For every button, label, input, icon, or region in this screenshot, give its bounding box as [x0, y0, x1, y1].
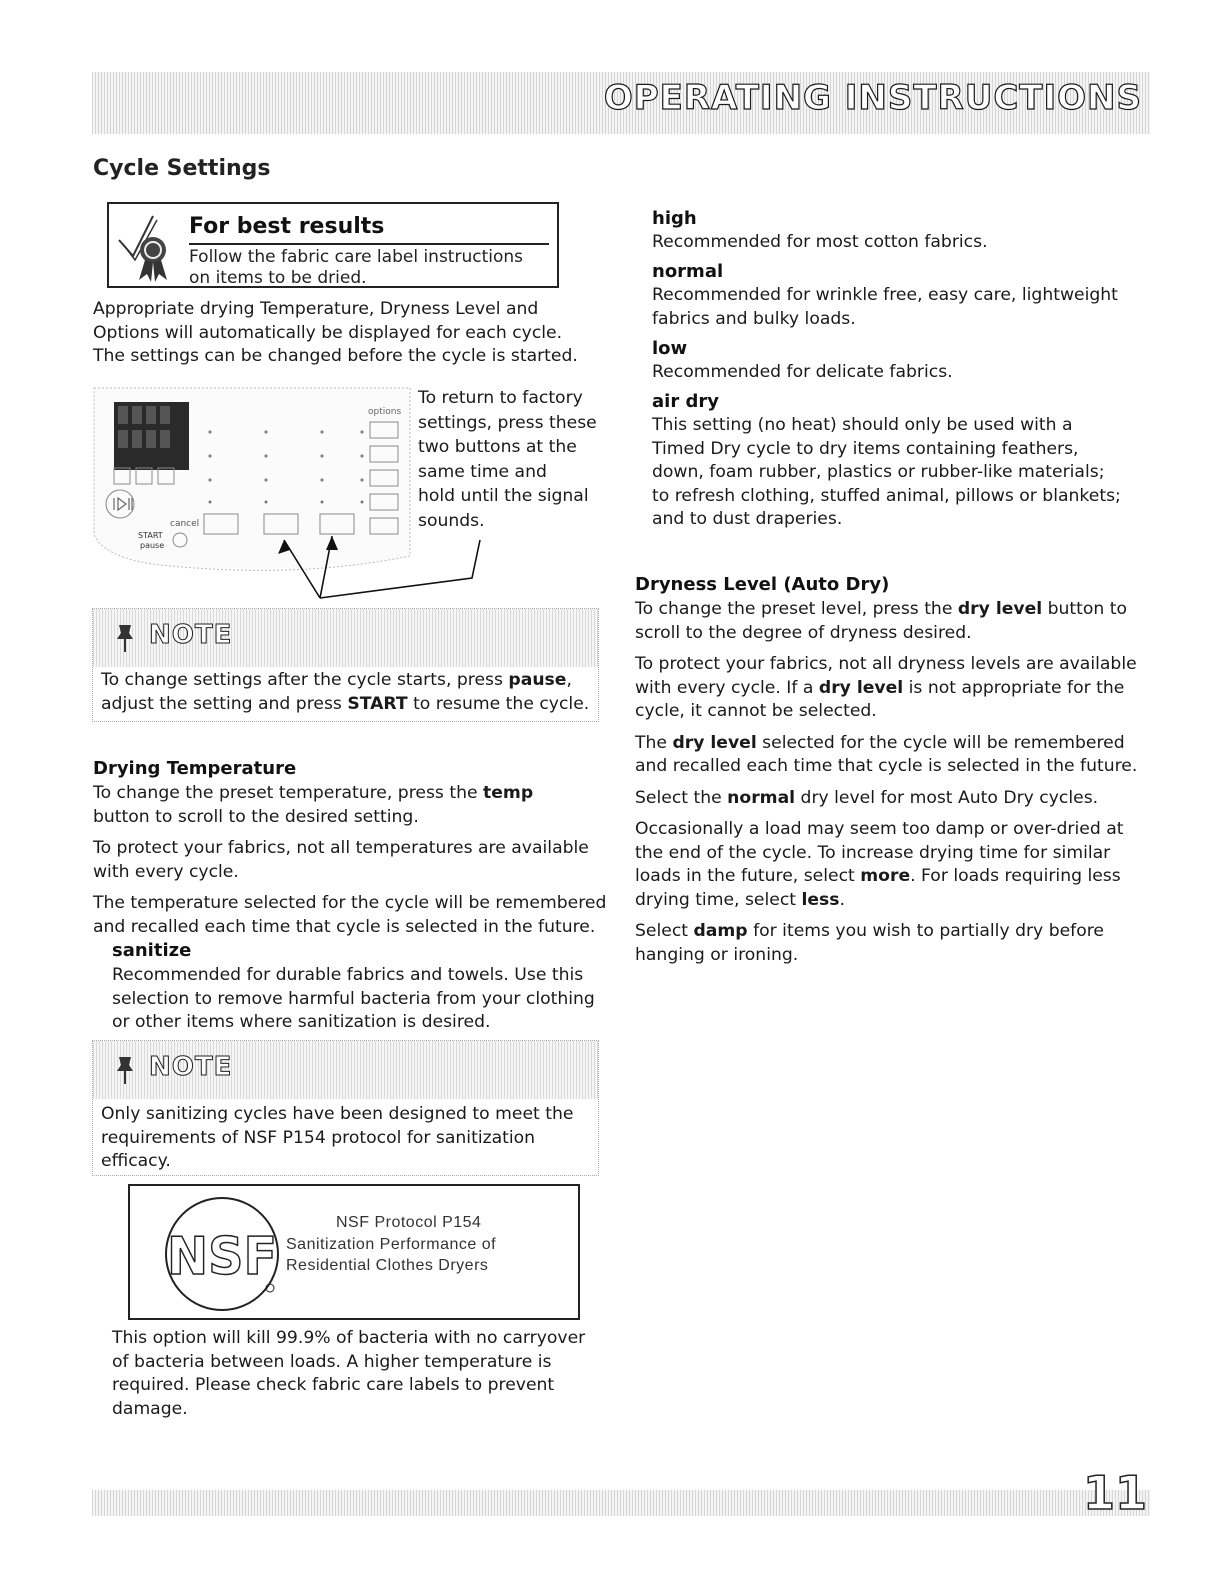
text-line: hanging or ironing.	[635, 944, 799, 965]
text-part: .	[839, 889, 845, 910]
keyword-less: less	[801, 889, 840, 910]
text-part: Select	[635, 921, 694, 941]
text-part: with every cycle. If a	[635, 677, 819, 698]
text-part: button to	[1042, 599, 1128, 619]
intro-paragraph	[93, 298, 603, 369]
award-ribbon-icon	[113, 210, 181, 284]
nsf-line: NSF Protocol P154	[336, 1214, 482, 1231]
note-label: NOTE	[149, 620, 233, 650]
text-line: the end of the cycle. To increase drying time for similar	[635, 842, 1111, 863]
text-line: Timed Dry cycle to dry items containing feathers,	[652, 438, 1079, 459]
page-header-title: OPERATING INSTRUCTIONS	[603, 78, 1142, 118]
kill-bacteria-paragraph	[112, 1327, 607, 1421]
text-part: loads in the future, select	[635, 866, 861, 886]
best-results-title: For best results	[189, 214, 385, 239]
nsf-logo-text: NSF	[167, 1227, 277, 1287]
factory-reset-caption	[418, 386, 608, 533]
note-header-band	[93, 1041, 598, 1099]
text-part: To change the preset temperature, press the	[93, 783, 484, 803]
note-label: NOTE	[149, 1052, 233, 1082]
text-line: To protect your fabrics, not all temperatures are available	[93, 838, 589, 858]
intro-line: The settings can be changed before the cycle is started.	[93, 346, 578, 366]
keyword-dry-level: dry level	[957, 599, 1043, 619]
page-number: 11	[1082, 1466, 1147, 1520]
pushpin-icon	[115, 1055, 135, 1085]
text-line: or other items where sanitization is desired.	[112, 1012, 491, 1032]
air-dry-text	[652, 414, 1152, 532]
text-part: selected for the cycle will be remembered	[756, 732, 1125, 753]
note-box-pause	[92, 608, 599, 722]
nsf-logo	[152, 1194, 292, 1314]
drying-temperature-body	[93, 782, 608, 939]
keyword-dry-level: dry level	[672, 732, 757, 753]
text-part: drying time, select	[635, 889, 802, 910]
intro-line: Appropriate drying Temperature, Dryness Level and	[93, 299, 539, 319]
high-text: Recommended for most cotton fabrics.	[652, 232, 988, 252]
best-results-divider	[189, 243, 549, 245]
text-line: fabrics and bulky loads.	[652, 308, 856, 329]
nsf-certification-box	[128, 1184, 580, 1320]
panel-label-pause: pause	[140, 541, 165, 550]
panel-label-start: START	[138, 531, 163, 540]
header-banner	[92, 72, 1150, 134]
text-line: damage.	[112, 1398, 188, 1419]
caption-line: two buttons at the	[418, 437, 577, 457]
footer-band	[92, 1490, 1150, 1516]
text-part: . For loads requiring less	[910, 866, 1121, 886]
keyword-dry-level: dry level	[818, 677, 904, 698]
text-line: of bacteria between loads. A higher temperature is	[112, 1351, 552, 1372]
text-line: The temperature selected for the cycle will be remembered	[93, 893, 607, 913]
best-results-box	[107, 202, 559, 288]
note-box-sanitize	[92, 1040, 599, 1176]
drying-temperature-heading: Drying Temperature	[93, 758, 297, 779]
panel-label-cancel: cancel	[170, 519, 200, 529]
keyword-temp: temp	[483, 783, 534, 803]
note-text-part: adjust the setting and press	[101, 693, 348, 714]
high-heading: high	[652, 208, 697, 229]
text-line: Only sanitizing cycles have been designed to meet the	[101, 1104, 574, 1124]
text-line: To protect your fabrics, not all dryness levels are available	[635, 654, 1137, 674]
keyword-more: more	[860, 866, 911, 886]
text-line: button to scroll to the desired setting.	[93, 806, 419, 827]
keyword-pause: pause	[508, 670, 567, 690]
keyword-start: START	[347, 693, 408, 714]
low-text: Recommended for delicate fabrics.	[652, 362, 953, 382]
low-heading: low	[652, 338, 688, 359]
note-text-part: ,	[566, 670, 572, 690]
text-line: required. Please check fabric care labels to prevent	[112, 1375, 555, 1395]
text-part: for items you wish to partially dry before	[747, 921, 1105, 941]
text-line: Recommended for wrinkle free, easy care, lightweight	[652, 285, 1118, 305]
keyword-normal: normal	[727, 787, 796, 808]
text-part: Select the	[635, 787, 728, 808]
text-line: This setting (no heat) should only be used with a	[652, 415, 1073, 435]
air-dry-heading: air dry	[652, 391, 719, 412]
note-header-band	[93, 609, 598, 667]
nsf-line: Residential Clothes Dryers	[286, 1257, 489, 1274]
normal-heading: normal	[652, 261, 724, 282]
text-line: efficacy.	[101, 1151, 171, 1171]
note-text	[101, 669, 590, 716]
text-part: is not appropriate for the	[903, 677, 1125, 698]
text-line: cycle, it cannot be selected.	[635, 701, 877, 721]
text-line: Occasionally a load may seem too damp or over-dried at	[635, 819, 1124, 839]
text-part: The	[635, 732, 673, 753]
best-results-line: Follow the fabric care label instructions	[189, 247, 523, 267]
sanitize-body	[112, 964, 607, 1035]
section-title: Cycle Settings	[93, 156, 271, 181]
text-line: and recalled each time that cycle is selected in the future.	[635, 756, 1138, 776]
sanitize-heading: sanitize	[112, 940, 192, 961]
normal-text	[652, 284, 1152, 331]
nsf-line: Sanitization Performance of	[286, 1236, 497, 1253]
text-line: selection to remove harmful bacteria from your clothing	[112, 988, 595, 1009]
caption-line: To return to factory	[418, 388, 583, 408]
best-results-line: on items to be dried.	[189, 268, 367, 288]
text-line: scroll to the degree of dryness desired.	[635, 622, 972, 643]
text-line: Recommended for durable fabrics and towels. Use this	[112, 965, 584, 985]
caption-line: settings, press these	[418, 412, 597, 433]
intro-line: Options will automatically be displayed for each cycle.	[93, 322, 563, 343]
dryness-level-heading: Dryness Level (Auto Dry)	[635, 574, 890, 595]
text-part: dry level for most Auto Dry cycles.	[795, 787, 1099, 808]
caption-line: sounds.	[418, 510, 485, 531]
note-text-part: to resume the cycle.	[407, 693, 590, 714]
text-part: To change the preset level, press the	[635, 599, 958, 619]
caption-line: same time and	[418, 461, 547, 482]
text-line: This option will kill 99.9% of bacteria with no carryover	[112, 1328, 586, 1348]
dryness-level-body	[635, 598, 1150, 967]
note-text	[101, 1103, 590, 1174]
text-line: down, foam rubber, plastics or rubber-like materials;	[652, 462, 1105, 482]
text-line: with every cycle.	[93, 861, 239, 882]
best-results-text	[189, 247, 549, 289]
caption-line: hold until the signal	[418, 486, 589, 506]
text-line: requirements of NSF P154 protocol for sanitization	[101, 1127, 536, 1148]
text-line: to refresh clothing, stuffed animal, pillows or blankets;	[652, 485, 1121, 506]
pushpin-icon	[115, 623, 135, 653]
note-text-part: To change settings after the cycle starts, press	[101, 670, 509, 690]
panel-label-options: options	[368, 407, 402, 417]
keyword-damp: damp	[693, 921, 748, 941]
text-line: and recalled each time that cycle is selected in the future.	[93, 916, 596, 937]
text-line: and to dust draperies.	[652, 509, 843, 529]
